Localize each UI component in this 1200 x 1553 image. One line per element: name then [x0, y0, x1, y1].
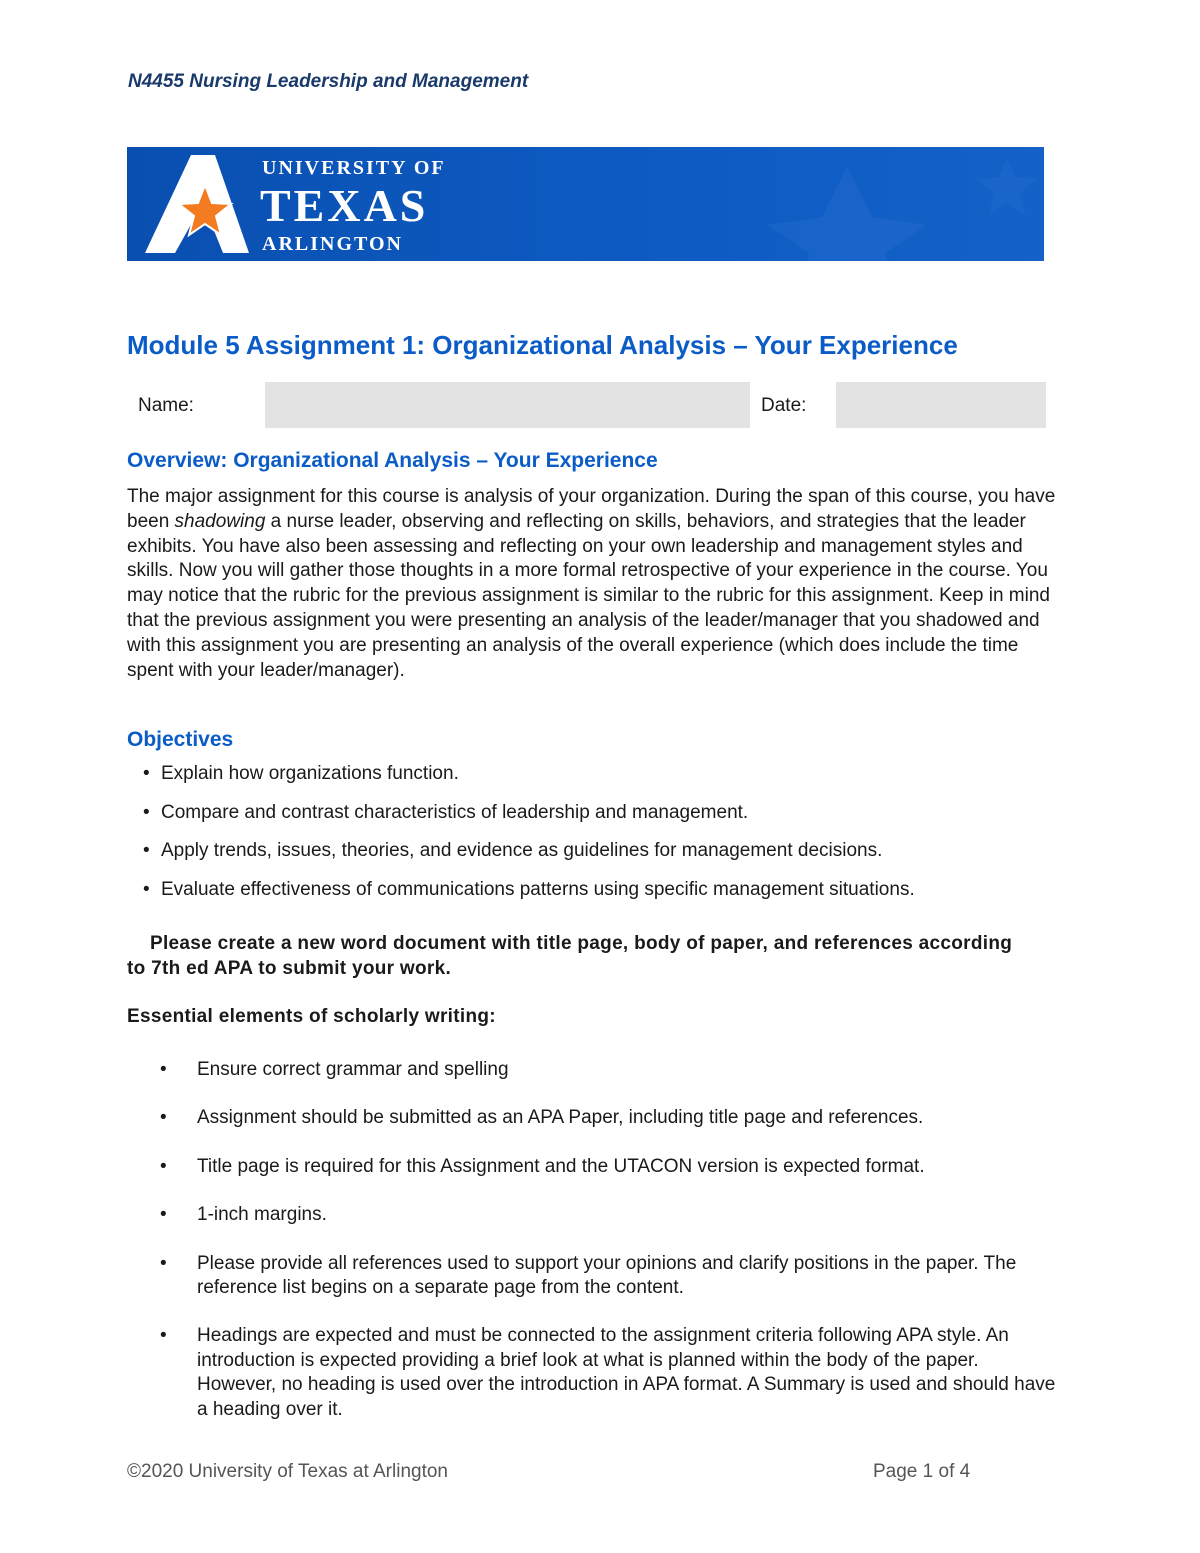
bullet-icon: •	[143, 840, 150, 861]
list-item: • Headings are expected and must be connected to the assignment criteria following APA style. An introduction is expected providing a brief look at what is planned within the body of the paper. However, no heading is used over the introduction in APA format. A Summary is used and should have a heading over it.	[160, 1325, 1056, 1420]
list-item: • Ensure correct grammar and spelling	[127, 1058, 1057, 1082]
bullet-icon: •	[143, 878, 150, 900]
bullet-icon: •	[160, 1325, 167, 1347]
name-label: Name:	[138, 395, 194, 416]
name-date-row	[127, 382, 1047, 428]
name-field[interactable]	[265, 382, 750, 428]
overview-paragraph	[127, 485, 1057, 683]
decorative-star-icon-small	[977, 157, 1037, 215]
essential-elements-heading: Essential elements of scholarly writing:	[127, 1006, 496, 1027]
bullet-icon: •	[160, 1059, 167, 1080]
overview-text-1: The major assignment for this course is analysis of your organization. During the span of this course, you have been	[127, 486, 1056, 532]
overview-text-2: a nurse leader, observing and reflecting on skills, behaviors, and strategies that the leader exhibits. You have also been assessing and reflecting on your own leadership and management styles and skills. Now you will gather those thoughts in a more formal retrospective of your experience in the course. You may notice that the rubric for the previous assignment is similar to the rubric for this assignment. Keep in mind that the previous assignment you were presenting an analysis of the leader/manager that you shadowed and with this assignment you are presenting an analysis of the overall experience (which does include the time spent with your leader/manager).	[127, 510, 1050, 681]
bullet-icon: •	[143, 801, 150, 823]
course-header: N4455 Nursing Leadership and Management	[128, 71, 529, 92]
list-item: • 1-inch margins.	[127, 1203, 1057, 1227]
submission-instruction: Please create a new word document with title page, body of paper, and references according to 7th ed APA to submit your work.	[127, 933, 1013, 979]
essential-elements-list	[127, 1058, 1057, 1446]
logo-line-texas: TEXAS	[260, 180, 429, 231]
document-title: Module 5 Assignment 1: Organizational Analysis – Your Experience	[127, 330, 958, 360]
list-item: • Please provide all references used to support your opinions and clarify positions in the paper. The reference list begins on a separate page from the content.	[160, 1252, 1017, 1299]
objectives-list	[127, 762, 915, 916]
overview-heading: Overview: Organizational Analysis – Your Experience	[127, 449, 658, 472]
list-item: • Apply trends, issues, theories, and evidence as guidelines for management decisions.	[127, 839, 915, 863]
decorative-star-icon	[767, 167, 927, 261]
objectives-heading: Objectives	[127, 728, 234, 751]
date-label: Date:	[761, 395, 807, 416]
bullet-icon: •	[160, 1155, 167, 1177]
date-field[interactable]	[836, 382, 1046, 428]
list-item: • Evaluate effectiveness of communications patterns using specific management situations.	[127, 878, 915, 902]
bullet-icon: •	[160, 1252, 167, 1274]
logo-line-arlington: ARLINGTON	[262, 233, 403, 255]
overview-emphasis: shadowing	[174, 510, 266, 532]
list-item: • Explain how organizations function.	[127, 762, 915, 786]
bullet-icon: •	[160, 1107, 167, 1129]
bullet-icon: •	[160, 1204, 167, 1226]
list-item: • Compare and contrast characteristics of leadership and management.	[127, 801, 915, 825]
footer-page-number: Page 1 of 4	[873, 1461, 971, 1482]
list-item: • Assignment should be submitted as an APA Paper, including title page and references.	[127, 1106, 1057, 1130]
logo-line-university-of: UNIVERSITY OF	[262, 157, 446, 179]
bullet-icon: •	[143, 763, 150, 784]
list-item: • Title page is required for this Assignment and the UTACON version is expected format.	[127, 1155, 1057, 1179]
footer-copyright: ©2020 University of Texas at Arlington	[127, 1461, 448, 1482]
